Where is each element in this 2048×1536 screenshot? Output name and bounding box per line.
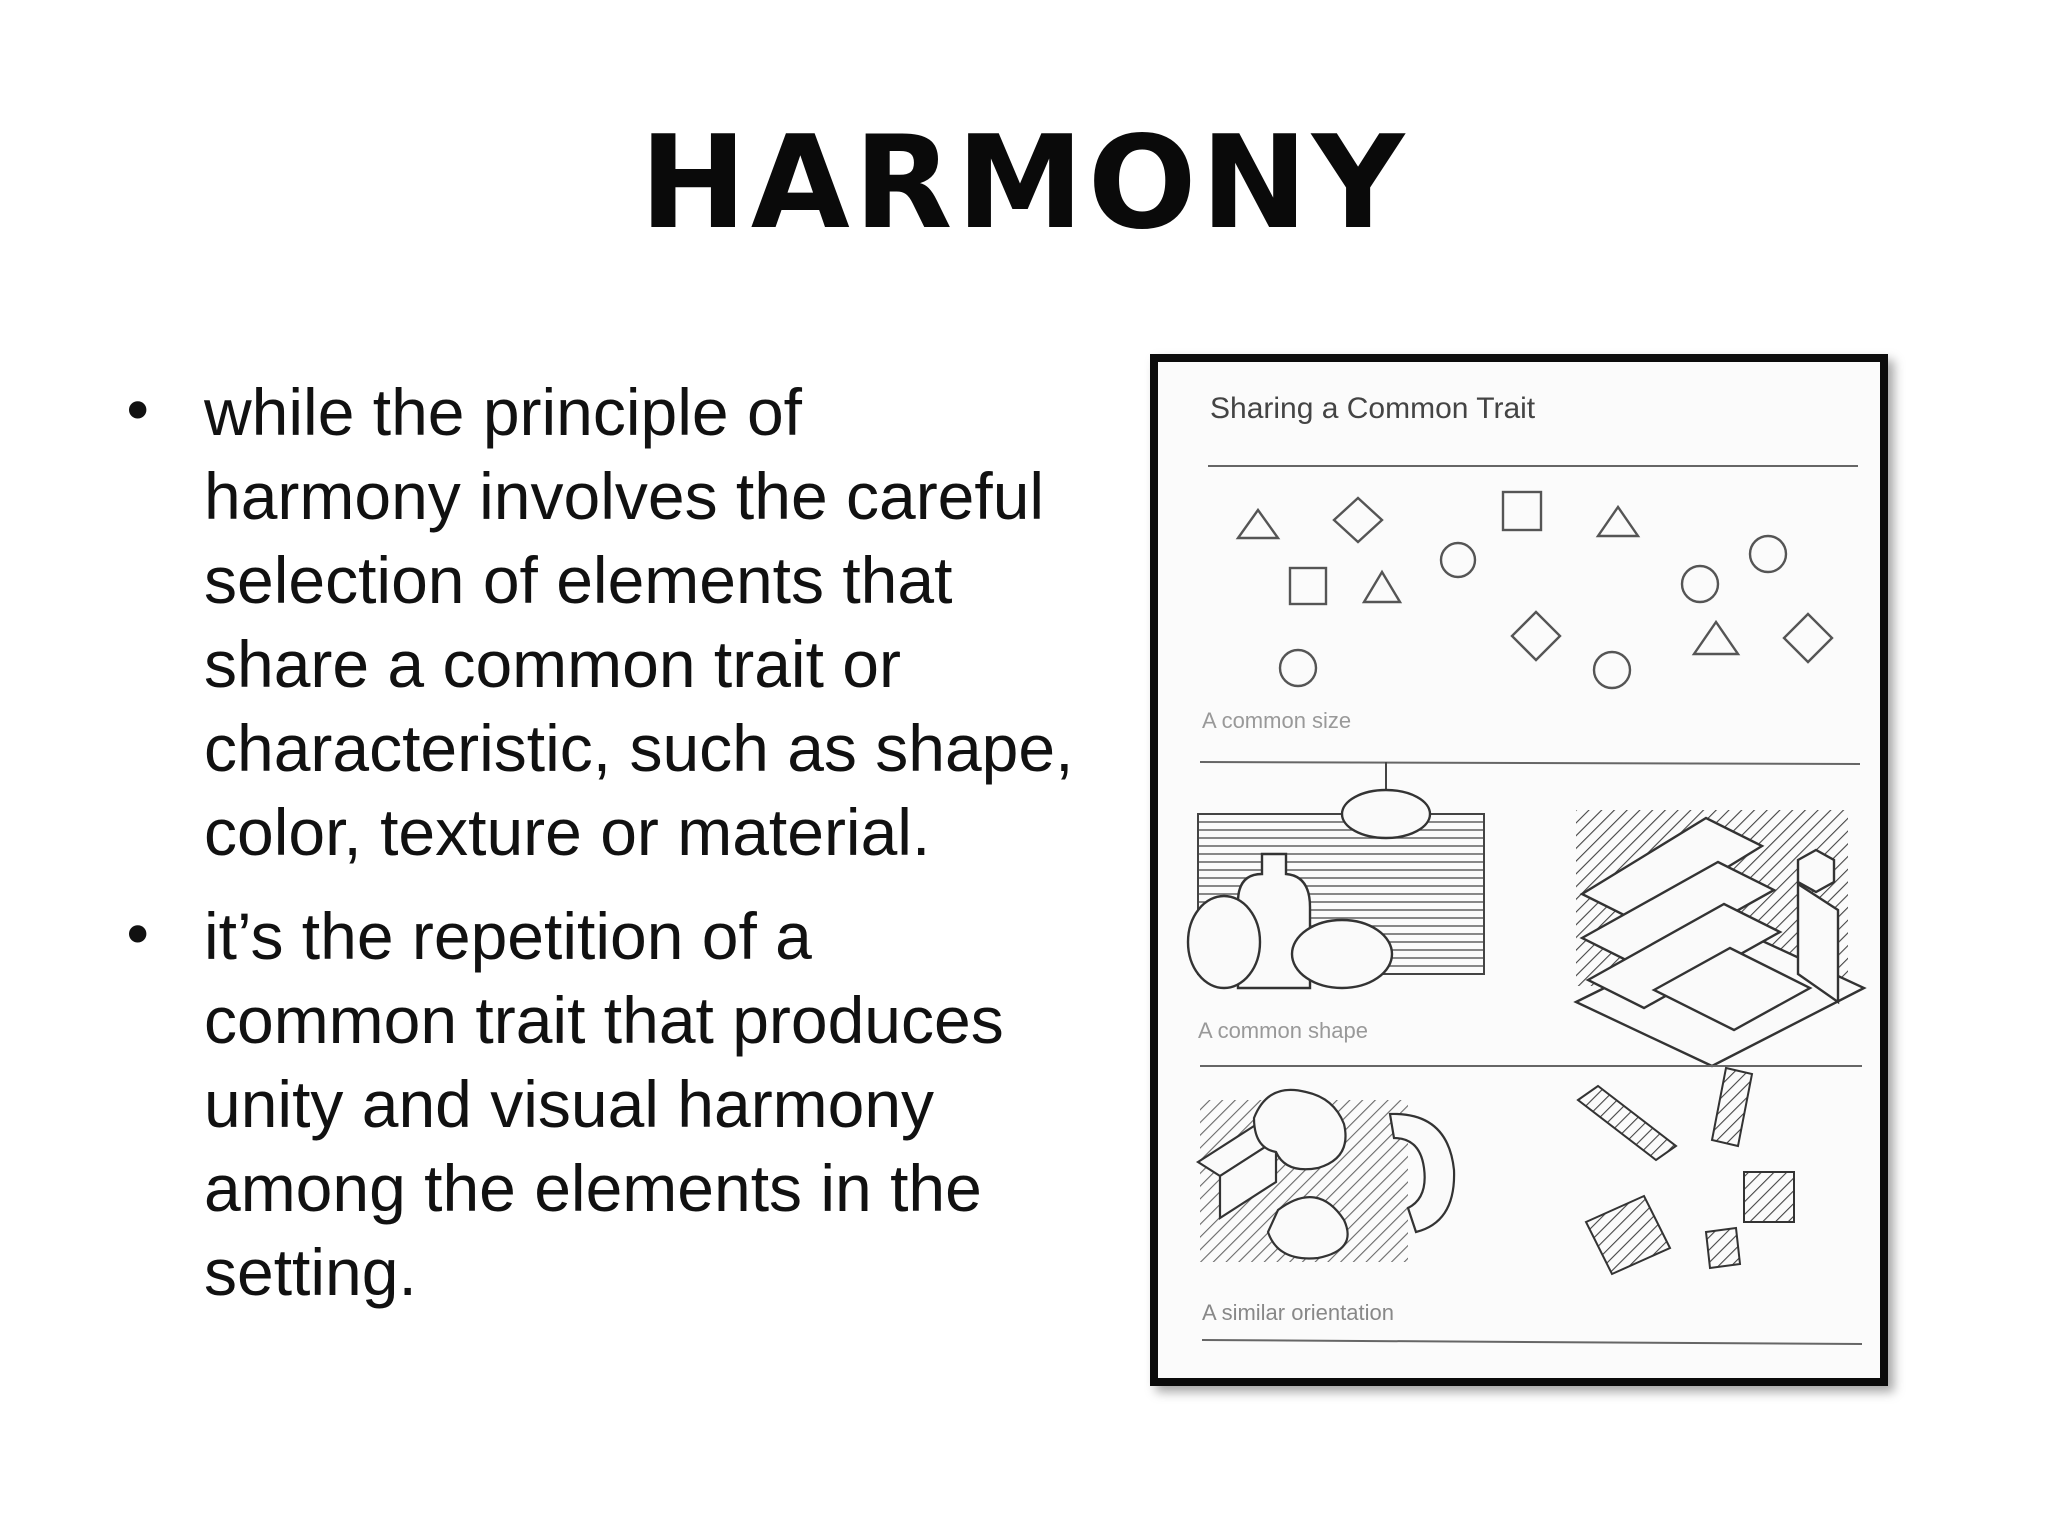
bullet-item xyxy=(120,894,1120,1314)
caption-common-size: A common size xyxy=(1202,708,1352,733)
illustration-drawing xyxy=(1158,362,1880,1378)
divider xyxy=(1202,1340,1862,1344)
slide-title: HARMONY xyxy=(639,109,1409,258)
bullet-text: it’s the repetition of a common trait that produces unity and visual harmony among the elements in the setting. xyxy=(204,899,1004,1309)
square-shape xyxy=(1290,568,1326,604)
triangle-shape xyxy=(1238,510,1278,538)
common-size-shapes xyxy=(1238,492,1832,688)
divider xyxy=(1200,762,1860,764)
common-shape-left-panel xyxy=(1188,762,1484,988)
common-shape-right-panel xyxy=(1576,810,1864,1066)
diamond-shape xyxy=(1512,612,1560,660)
circle-shape xyxy=(1750,536,1786,572)
triangle-shape xyxy=(1364,572,1400,602)
triangle-shape xyxy=(1598,507,1638,536)
circle-shape xyxy=(1594,652,1630,688)
square-shape xyxy=(1503,492,1541,530)
caption-similar-orientation: A similar orientation xyxy=(1202,1300,1394,1325)
bullet-list xyxy=(120,370,1120,1334)
diamond-shape xyxy=(1334,498,1382,542)
bullet-marker: • xyxy=(120,377,156,447)
diamond-shape xyxy=(1784,614,1832,662)
figure-heading: Sharing a Common Trait xyxy=(1210,392,1536,425)
circle-shape xyxy=(1280,650,1316,686)
circle-shape xyxy=(1682,566,1718,602)
similar-orientation-left xyxy=(1198,1090,1454,1262)
triangle-shape xyxy=(1694,622,1738,654)
harmony-illustration xyxy=(1150,354,1888,1386)
bullet-text: while the principle of harmony involves the careful selection of elements that share a common trait or characteristic, such as shape, color, texture or material. xyxy=(204,375,1074,869)
bullet-item xyxy=(120,370,1120,874)
similar-orientation-right xyxy=(1578,1068,1794,1274)
caption-common-shape: A common shape xyxy=(1198,1018,1368,1043)
circle-shape xyxy=(1441,543,1475,577)
bullet-marker: • xyxy=(120,901,156,971)
